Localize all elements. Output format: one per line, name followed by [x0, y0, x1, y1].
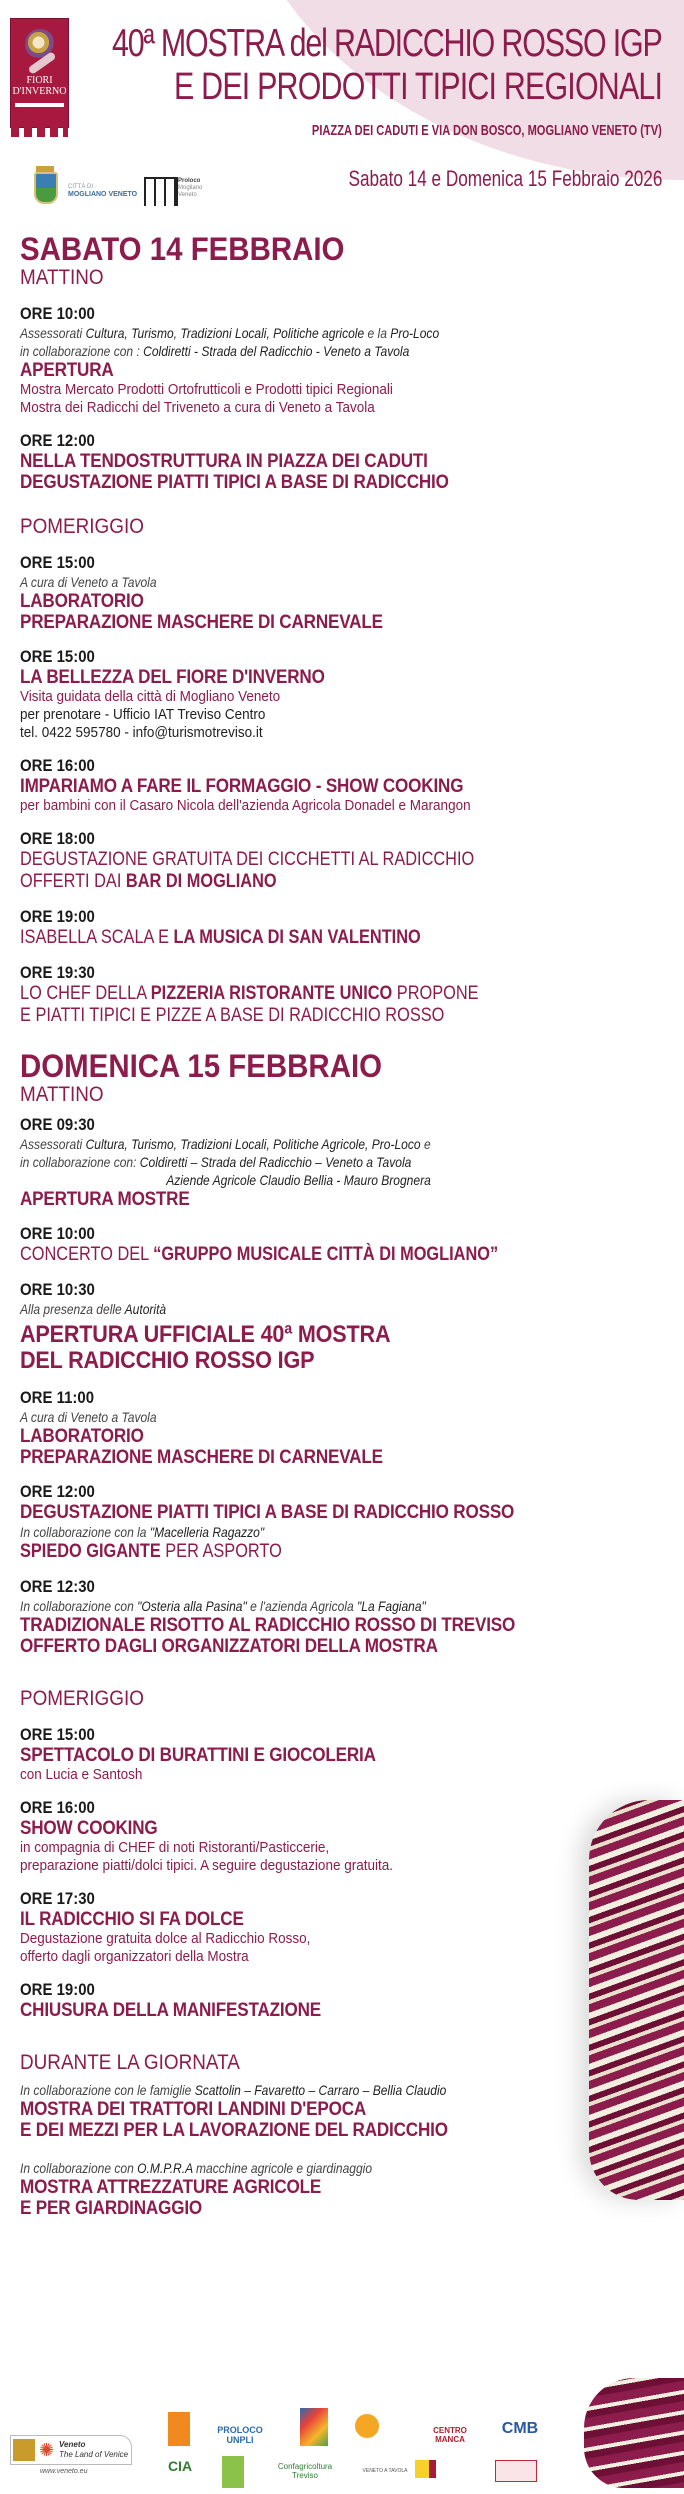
event-item — [20, 2159, 620, 2219]
event-note: In collaborazione con O.M.P.R.A macchine agricole e giardinaggio — [20, 2160, 373, 2176]
booking-info: per prenotare - Ufficio IAT Treviso Centro — [20, 706, 266, 723]
event-headline: LA BELLEZZA DEL FIORE D'INVERNO — [20, 667, 325, 688]
event-time: ORE 16:00 — [20, 756, 95, 775]
day-title: DOMENICA 15 FEBBRAIO — [20, 1048, 383, 1084]
confagricoltura-logo: Confagricoltura Treviso — [277, 2462, 333, 2480]
event-headline: MOSTRA ATTREZZATURE AGRICOLE — [20, 2177, 322, 2198]
event-headline: E PER GIARDINAGGIO — [20, 2198, 203, 2219]
event-time: ORE 17:30 — [20, 1889, 95, 1908]
event-detail: con Lucia e Santosh — [20, 1766, 143, 1783]
period-morning: MATTINO — [20, 266, 104, 289]
veneto-a-tavola-logo: VENETO A TAVOLA — [362, 2468, 408, 2474]
event-headline: DEGUSTAZIONE PIATTI TIPICI A BASE DI RADICCHIO ROSSO — [20, 1502, 515, 1523]
event-headline: LABORATORIO — [20, 1426, 144, 1447]
logo-url-bar — [15, 103, 64, 107]
event-time: ORE 18:00 — [20, 829, 95, 848]
event-detail: preparazione piatti/dolci tipici. A seguire degustazione gratuita. — [20, 1857, 393, 1874]
period-afternoon: POMERIGGIO — [20, 1687, 144, 1710]
event-detail: Degustazione gratuita dolce al Radicchio Rosso, — [20, 1930, 311, 1947]
proloco-arches-icon — [144, 177, 178, 206]
event-time: ORE 15:00 — [20, 647, 95, 666]
event-note: In collaborazione con le famiglie Scattolin – Favaretto – Carraro – Bellia Claudio — [20, 2082, 447, 2098]
period-allday: DURANTE LA GIORNATA — [20, 2051, 240, 2074]
event-time: ORE 09:30 — [20, 1115, 95, 1134]
event-time: ORE 12:00 — [20, 1482, 95, 1501]
event-item — [20, 756, 620, 815]
event-detail: Visita guidata della città di Mogliano Veneto — [20, 688, 281, 705]
event-note: A cura di Veneto a Tavola — [20, 1409, 157, 1425]
event-note: In collaborazione con la "Macelleria Ragazzo" — [20, 1524, 265, 1540]
event-item — [20, 1115, 620, 1210]
event-note: Assessorati Cultura, Turismo, Tradizioni Locali, Politiche Agricole, Pro-Loco e — [20, 1136, 431, 1152]
event-note: in collaborazione con : Coldiretti - Strada del Radicchio - Veneto a Tavola — [20, 343, 410, 359]
event-headline: MOSTRA DEI TRATTORI LANDINI D'EPOCA — [20, 2099, 367, 2120]
event-headline: TRADIZIONALE RISOTTO AL RADICCHIO ROSSO DI TREVISO — [20, 1615, 516, 1636]
event-item — [20, 553, 620, 633]
event-headline: IL RADICCHIO SI FA DOLCE — [20, 1909, 244, 1930]
event-headline: APERTURA — [20, 360, 114, 381]
period-afternoon: POMERIGGIO — [20, 515, 144, 538]
event-headline: APERTURA MOSTRE — [20, 1189, 190, 1210]
event-time: ORE 12:30 — [20, 1577, 95, 1596]
event-item — [20, 963, 620, 1027]
event-detail: LO CHEF DELLA PIZZERIA RISTORANTE UNICO PROPONE — [20, 983, 479, 1004]
event-time: ORE 10:00 — [20, 1224, 95, 1243]
fiori-dinverno-logo — [10, 18, 69, 128]
event-time: ORE 11:00 — [20, 1388, 95, 1407]
star-icon: ✺ — [39, 2440, 55, 2460]
event-location: PIAZZA DEI CADUTI E VIA DON BOSCO, MOGLIANO VENETO (TV) — [312, 122, 662, 139]
event-headline: IMPARIAMO A FARE IL FORMAGGIO - SHOW COOKING — [20, 776, 464, 797]
program — [20, 232, 620, 2219]
event-note: Assessorati Cultura, Turismo, Tradizioni Locali, Politiche agricole e la Pro-Loco — [20, 325, 440, 341]
event-detail: SPIEDO GIGANTE PER ASPORTO — [20, 1541, 282, 1562]
event-headline: LABORATORIO — [20, 591, 144, 612]
event-item — [20, 431, 620, 493]
event-time: ORE 19:00 — [20, 907, 95, 926]
event-dates: Sabato 14 e Domenica 15 Febbraio 2026 — [348, 166, 662, 191]
event-time: ORE 19:00 — [20, 1980, 95, 1999]
event-headline: SHOW COOKING — [20, 1818, 158, 1839]
event-time: ORE 10:30 — [20, 1280, 95, 1299]
header — [0, 0, 684, 220]
event-detail: E PIATTI TIPICI E PIZZE A BASE DI RADICCHIO ROSSO — [20, 1005, 445, 1026]
logo-text-line1: FIORI — [26, 75, 53, 86]
event-detail: CONCERTO DEL “GRUPPO MUSICALE CITTÀ DI MOGLIANO” — [20, 1244, 499, 1265]
unpli-logo: PROLOCO UNPLI — [217, 2425, 263, 2445]
event-item — [20, 907, 620, 949]
event-detail: offerto dagli organizzatori della Mostra — [20, 1948, 249, 1965]
veneto-url: www.veneto.eu — [40, 2468, 88, 2475]
event-headline: E DEI MEZZI PER LA LAVORAZIONE DEL RADICCHIO — [20, 2120, 448, 2141]
event-headline: SPETTACOLO DI BURATTINI E GIOCOLERIA — [20, 1745, 376, 1766]
event-time: ORE 15:00 — [20, 553, 95, 572]
event-item — [20, 304, 620, 417]
period-morning: MATTINO — [20, 1083, 104, 1106]
centro-manca-logo: CENTRO MANCA — [433, 2426, 467, 2444]
consorzio-radicchio-logo — [495, 2460, 537, 2482]
event-time: ORE 10:00 — [20, 304, 95, 323]
event-item — [20, 1980, 620, 2021]
sponsors-footer — [0, 2380, 684, 2494]
page-title: 40ª MOSTRA del RADICCHIO ROSSO IGP — [112, 22, 662, 65]
event-detail: Mostra dei Radicchi del Triveneto a cura di Veneto a Tavola — [20, 399, 375, 416]
cmb-logo: CMB — [501, 2420, 539, 2437]
event-detail: per bambini con il Casaro Nicola dell'azienda Agricola Donadel e Marangon — [20, 797, 471, 814]
event-item — [20, 1482, 620, 1563]
event-headline: PREPARAZIONE MASCHERE DI CARNEVALE — [20, 1447, 383, 1468]
unpli-treviso-logo — [355, 2414, 379, 2438]
event-headline: OFFERTO DAGLI ORGANIZZATORI DELLA MOSTRA — [20, 1636, 438, 1657]
unpli-veneto-logo — [300, 2408, 328, 2446]
event-item — [20, 1725, 620, 1784]
event-headline: NELLA TENDOSTRUTTURA IN PIAZZA DEI CADUTI — [20, 451, 428, 472]
coldiretti-logo — [222, 2456, 244, 2488]
event-item — [20, 1224, 620, 1266]
event-note: Alla presenza delle Autorità — [20, 1301, 167, 1317]
event-time: ORE 19:30 — [20, 963, 95, 982]
provincia-treviso-logo — [168, 2412, 190, 2446]
contact-info: tel. 0422 595780 - info@turismotreviso.it — [20, 724, 263, 741]
event-item — [20, 1280, 620, 1374]
event-item — [20, 829, 620, 893]
cia-logo: CIA — [167, 2458, 193, 2474]
day-sunday — [20, 1049, 620, 2219]
event-note: A cura di Veneto a Tavola — [20, 574, 157, 590]
event-detail: ISABELLA SCALA E LA MUSICA DI SAN VALENTINO — [20, 927, 421, 948]
event-item — [20, 1798, 620, 1875]
event-detail: DEGUSTAZIONE GRATUITA DEI CICCHETTI AL RADICCHIO — [20, 849, 475, 870]
proloco-logo-text: Proloco Mogliano Veneto — [178, 178, 203, 198]
event-time: ORE 15:00 — [20, 1725, 95, 1744]
event-detail: OFFERTI DAI BAR DI MOGLIANO — [20, 871, 277, 892]
page-subtitle: E DEI PRODOTTI TIPICI REGIONALI — [173, 66, 662, 108]
event-item — [20, 647, 620, 742]
event-note: in collaborazione con: Coldiretti – Strada del Radicchio – Veneto a Tavola — [20, 1154, 412, 1170]
event-headline: APERTURA UFFICIALE 40ª MOSTRA — [20, 1321, 391, 1348]
day-title: SABATO 14 FEBBRAIO — [20, 231, 345, 267]
event-note: Aziende Agricole Claudio Bellia - Mauro Brognera — [166, 1172, 431, 1188]
event-item — [20, 1889, 620, 1966]
strada-radicchio-logo — [415, 2460, 485, 2478]
event-item — [20, 2081, 620, 2141]
event-headline: CHIUSURA DELLA MANIFESTAZIONE — [20, 2000, 321, 2021]
event-headline: DEL RADICCHIO ROSSO IGP — [20, 1347, 315, 1374]
logo-crenellation — [11, 127, 68, 137]
event-item — [20, 1388, 620, 1468]
event-note: In collaborazione con "Osteria alla Pasina" e l'azienda Agricola "La Fagiana" — [20, 1598, 426, 1614]
event-headline: PREPARAZIONE MASCHERE DI CARNEVALE — [20, 612, 383, 633]
comune-logo-text: CITTÀ DI MOGLIANO VENETO — [68, 184, 138, 198]
event-detail: in compagnia di CHEF di noti Ristoranti/Pasticcerie, — [20, 1839, 330, 1856]
event-detail: Mostra Mercato Prodotti Ortofrutticoli e Prodotti tipici Regionali — [20, 381, 393, 398]
day-saturday — [20, 232, 620, 1027]
comune-crest-icon — [34, 172, 58, 204]
event-time: ORE 12:00 — [20, 431, 95, 450]
event-item — [20, 1577, 620, 1657]
event-headline: DEGUSTAZIONE PIATTI TIPICI A BASE DI RADICCHIO — [20, 472, 449, 493]
veneto-lion-icon — [13, 2439, 35, 2461]
event-time: ORE 16:00 — [20, 1798, 95, 1817]
logo-text-line2: D'INVERNO — [12, 86, 67, 97]
veneto-logo: ✺ Veneto The Land of Venice — [10, 2435, 132, 2465]
